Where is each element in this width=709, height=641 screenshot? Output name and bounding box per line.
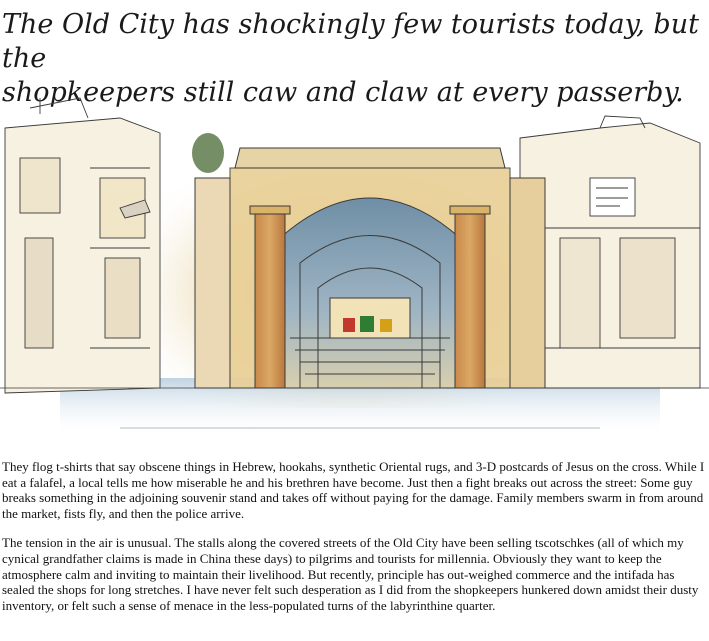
left-building (5, 98, 160, 393)
right-building (520, 116, 700, 388)
headline-line-2: shopkeepers still caw and claw at every passerby. (2, 77, 684, 108)
old-city-archway-illustration (0, 88, 709, 448)
hanging-plant (192, 133, 224, 173)
stone-archway (195, 148, 545, 388)
article-paragraph-2: The tension in the air is unusual. The stalls along the covered streets of the Old City have been selling tscotschkes (all of which my cynical grandfather claims is made in China these days) to pilgrims and tourists for millennia. Obviously they want to keep the atmosphere calm and inviting to maintain their livelihood. But recently, principle has out-weighed commerce and the intifada has sealed the shops for long stretches. I have never felt such desperation as I did from the shopkeepers hunkered down amidst their dusty inventory, or felt such a sense of menace in the less-populated turns of the labyrinthine quarter. (2, 535, 699, 613)
headline-line-1: The Old City has shockingly few tourists today, but the (2, 9, 699, 74)
article-paragraph-1: They flog t-shirts that say obscene things in Hebrew, hookahs, synthetic Oriental rugs, and 3-D postcards of Jesus on the cross. While I eat a falafel, a local tells me how miserable he and his brethren have become. Just then a fight breaks out across the street: Some guy breaks something in the adjoining souvenir stand and takes off without paying for the damage. Family members swarm in from around the market, fists fly, and then the police arrive. (2, 459, 705, 521)
article-body (2, 459, 706, 627)
